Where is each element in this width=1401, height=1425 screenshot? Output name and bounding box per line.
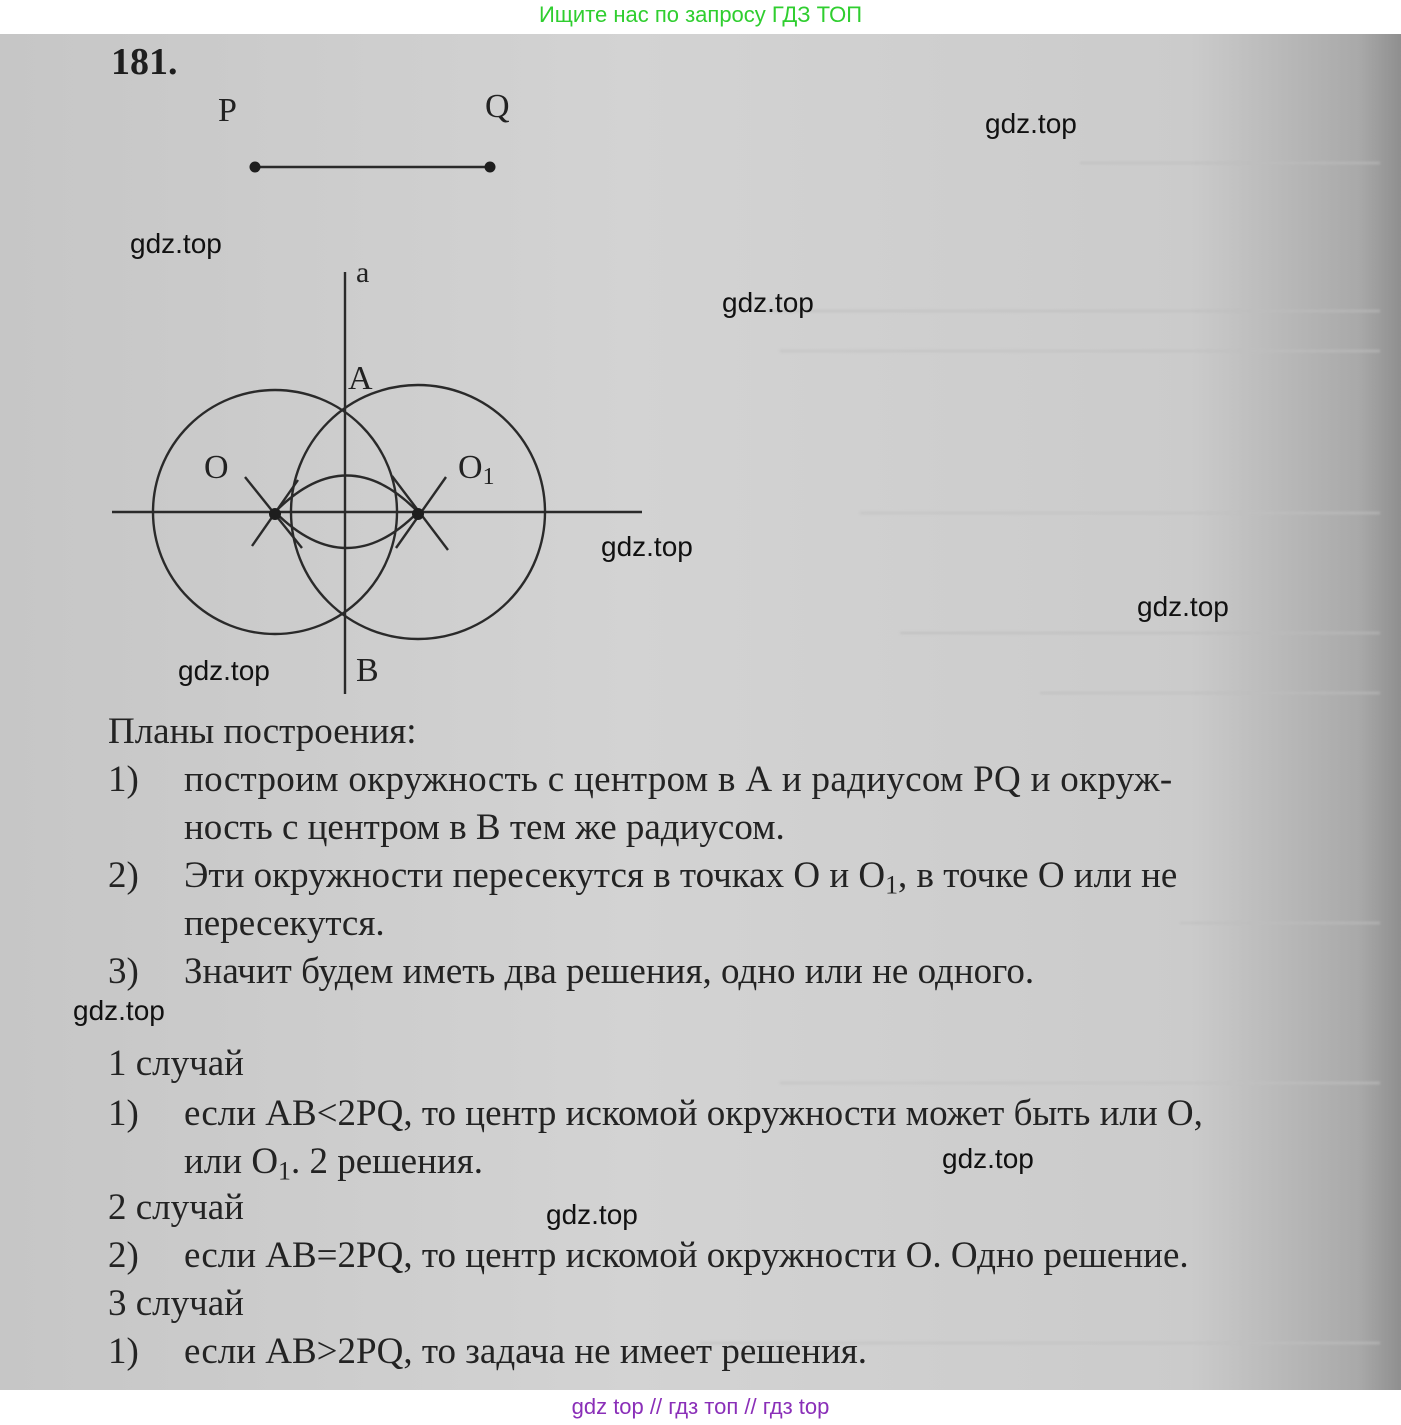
case1-line2: или $О_1$. 2 решения.: [184, 1141, 483, 1186]
step1-number: 1): [108, 759, 139, 800]
point-o: [269, 508, 281, 520]
label-p: P: [218, 92, 237, 129]
watermark: gdz.top: [601, 531, 693, 562]
bottom-banner: gdz top // гдз топ // гдз top: [0, 1390, 1401, 1425]
label-q: Q: [485, 88, 510, 125]
label-o: O: [204, 449, 229, 486]
watermark: gdz.top: [546, 1199, 638, 1230]
case1-number: 1): [108, 1093, 139, 1134]
plan-heading: Планы построения:: [108, 711, 417, 752]
case3-line1: если АВ>2PQ, то задача не имеет решения.: [184, 1331, 868, 1372]
step1-line2: ность с центром в В тем же радиусом.: [184, 807, 785, 848]
case3-number: 1): [108, 1331, 139, 1372]
watermark: gdz.top: [942, 1143, 1034, 1174]
point-q: [485, 162, 496, 173]
step3-number: 3): [108, 951, 139, 992]
watermark: gdz.top: [985, 108, 1077, 139]
step1-line1: построим окружность с центром в А и радиусом PQ и окруж-: [184, 759, 1173, 800]
textbook-page-scan: [0, 34, 1401, 1390]
watermark: gdz.top: [1137, 591, 1229, 622]
label-o1: $O_1$: [458, 449, 495, 490]
case2-number: 2): [108, 1235, 139, 1276]
point-p: [250, 162, 261, 173]
watermark: gdz.top: [178, 655, 270, 686]
case2-line1: если АВ=2PQ, то центр искомой окружности О. Одно решение.: [184, 1235, 1189, 1276]
step3-line1: Значит будем иметь два решения, одно или не одного.: [184, 951, 1035, 992]
watermark: gdz.top: [73, 995, 165, 1026]
problem-number: 181.: [111, 41, 178, 83]
watermark: gdz.top: [130, 228, 222, 259]
step2-line1: Эти окружности пересекутся в точках О и $О_1$, в точке О или не: [184, 855, 1178, 900]
point-o1: [412, 508, 424, 520]
label-a-axis: a: [356, 256, 370, 289]
top-banner: Ищите нас по запросу ГДЗ ТОП: [0, 0, 1401, 32]
case3-heading: 3 случай: [108, 1283, 244, 1324]
label-b-point: B: [356, 652, 379, 689]
step2-line2: пересекутся.: [184, 903, 385, 944]
label-a-point: A: [348, 360, 373, 397]
watermark: gdz.top: [722, 287, 814, 318]
step2-number: 2): [108, 855, 139, 896]
case1-heading: 1 случай: [108, 1043, 244, 1084]
case1-line1: если АВ<2PQ, то центр искомой окружности может быть или О,: [184, 1093, 1203, 1134]
case2-heading: 2 случай: [108, 1187, 244, 1228]
